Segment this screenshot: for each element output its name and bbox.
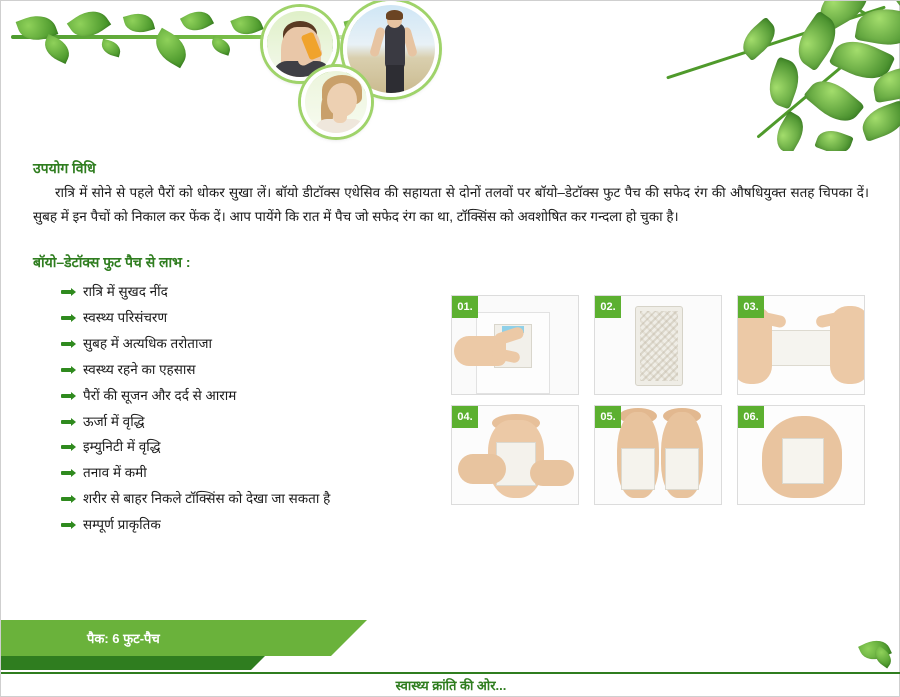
list-item-label: सम्पूर्ण प्राकृतिक <box>83 517 161 533</box>
leaf-icon <box>209 36 232 55</box>
arrow-bullet-icon <box>61 523 72 527</box>
leaf-icon <box>858 100 900 142</box>
pack-label: पैक: 6 फुट-पैच <box>87 631 160 646</box>
photo-woman-relaxing <box>301 67 371 137</box>
benefits-heading: बॉयो–डेटॉक्स फुट पैच से लाभ : <box>33 254 191 270</box>
leaf-icon <box>803 71 865 130</box>
step-image-3 <box>737 295 865 395</box>
leaf-icon <box>814 126 853 151</box>
arrow-bullet-icon <box>61 368 72 372</box>
step-badge: 05. <box>595 406 621 428</box>
list-item-label: इम्युनिटी में वृद्धि <box>83 439 161 455</box>
footer-divider <box>1 672 900 674</box>
leaf-icon <box>770 111 810 151</box>
banner-dark-bar <box>1 656 251 670</box>
pack-banner <box>1 620 900 656</box>
banner-green-bar <box>1 620 331 656</box>
list-item <box>61 409 431 435</box>
step-badge: 03. <box>738 296 764 318</box>
list-item <box>61 486 431 512</box>
instruction-step-gallery <box>451 295 869 505</box>
step-image-6 <box>737 405 865 505</box>
benefits-list <box>61 279 431 538</box>
footer-tagline: स्वास्थ्य क्रांति की ओर... <box>395 678 507 693</box>
list-item-label: ऊर्जा में वृद्धि <box>83 413 145 429</box>
leaf-icon <box>123 10 155 37</box>
usage-paragraph: रात्रि में सोने से पहले पैरों को धोकर सुखा लें। बॉयो डीटॉक्स एधेसिव की सहायता से दोनों तलवों पर बॉयो–डेटॉक्स फुट पैच की सफेद रंग की औषधियुक्त सतह चिपका दें। सुबह में इन पैचों को निकाल कर फेंक दें। आप पायेंगे कि रात में पैच जो सफेद रंग का था, टॉक्सिंस को अवशोषित कर गन्दला हो चुका है। <box>33 185 869 224</box>
list-item <box>61 383 431 409</box>
usage-heading: उपयोग विधि <box>33 160 96 176</box>
list-item <box>61 305 431 331</box>
list-item <box>61 331 431 357</box>
list-item-label: तनाव में कमी <box>83 465 147 481</box>
step-badge: 06. <box>738 406 764 428</box>
list-item-label: पैरों की सूजन और दर्द से आराम <box>83 387 237 403</box>
list-item <box>61 357 431 383</box>
leaf-icon <box>149 28 193 69</box>
list-item <box>61 460 431 486</box>
list-item <box>61 512 431 538</box>
header-photo-cluster <box>259 1 489 141</box>
step-badge: 01. <box>452 296 478 318</box>
arrow-bullet-icon <box>61 445 72 449</box>
list-item-label: शरीर से बाहर निकले टॉक्सिंस को देखा जा सकता है <box>83 491 331 507</box>
arrow-bullet-icon <box>61 342 72 346</box>
leaf-icon <box>180 6 214 37</box>
leaf-icon <box>100 39 123 58</box>
arrow-bullet-icon <box>61 471 72 475</box>
arrow-bullet-icon <box>61 420 72 424</box>
step-image-4 <box>451 405 579 505</box>
step-badge: 02. <box>595 296 621 318</box>
arrow-bullet-icon <box>61 394 72 398</box>
arrow-bullet-icon <box>61 316 72 320</box>
step-image-2 <box>594 295 722 395</box>
list-item <box>61 279 431 305</box>
footer-leaf-icon <box>861 640 891 666</box>
list-item-label: स्वस्थ्य परिसंचरण <box>83 309 168 325</box>
arrow-bullet-icon <box>61 290 72 294</box>
arrow-bullet-icon <box>61 497 72 501</box>
list-item <box>61 434 431 460</box>
header-decoration <box>1 1 900 151</box>
list-item-label: स्वस्थ्य रहने का एहसास <box>83 361 196 377</box>
corner-foliage-decoration <box>621 1 900 151</box>
step-image-5 <box>594 405 722 505</box>
list-item-label: सुबह में अत्यधिक तरोताजा <box>83 335 212 351</box>
list-item-label: रात्रि में सुखद नींद <box>83 284 168 299</box>
step-badge: 04. <box>452 406 478 428</box>
step-image-1 <box>451 295 579 395</box>
